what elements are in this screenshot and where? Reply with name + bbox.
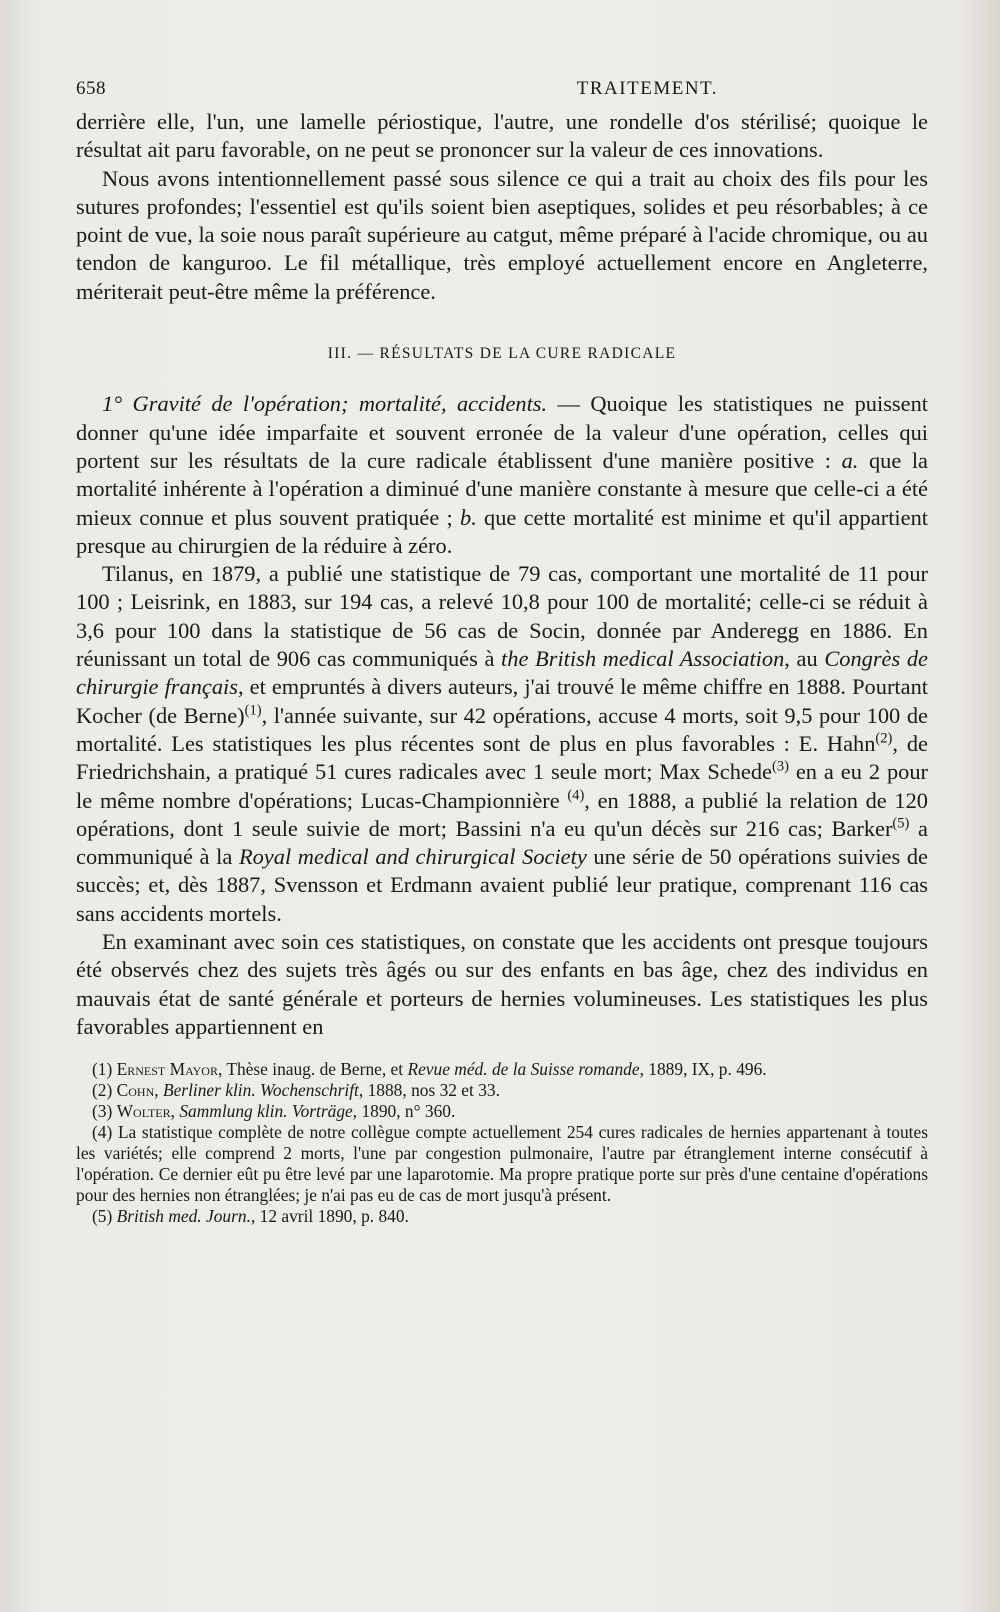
footnote-ref-4: (4) <box>567 787 585 804</box>
footnote-text: La statistique complète de notre collègue compte actuellement 254 cures radicales de hernies appartenant à toutes les variétés; elle comprend 2 morts, l'une par congestion pulmonaire, l'autre par étranglement interne consécutif à l'opération. Ce dernier eût pu être levé par une laparotomie. Ma propre pratique porte sur près d'une centaine d'opérations pour des hernies non étranglées; je n'ai pas eu de cas de mort jusqu'à présent. <box>76 1122 928 1206</box>
p4-text: , au <box>784 646 825 672</box>
section-title: III. — RÉSULTATS DE LA CURE RADICALE <box>327 345 677 363</box>
footnote-text: , 1888, nos 32 et 33. <box>358 1080 500 1101</box>
footnote-1 <box>76 1059 928 1080</box>
footnote-journal: Sammlung klin. Vorträge <box>179 1101 353 1122</box>
footnote-journal: Revue méd. de la Suisse romande <box>407 1059 640 1080</box>
paragraph-5: En examinant avec soin ces statistiques, on constate que les accidents ont presque toujours été observés chez des sujets très âgés ou sur des enfants en bas âge, chez des individus en mauvais état de santé générale et porteurs de hernies volumineuses. Les statistiques les plus favorables appartiennent en <box>76 929 928 1039</box>
page-number: 658 <box>76 78 106 99</box>
footnote-text: , <box>170 1101 180 1122</box>
footnote-mark: (1) <box>92 1059 113 1080</box>
p4-text: une série de 50 opérations suivies de succès; et, dès 1887, Svensson et Erdmann avaient publié leur pratique, comprenant 116 cas sans accidents mortels. <box>76 844 928 926</box>
footnote-ref-1: (1) <box>244 702 262 719</box>
footnote-journal: British med. Journ. <box>116 1206 251 1227</box>
footnote-author: Ernest Mayor <box>116 1059 218 1080</box>
item-marker-a: a. <box>841 447 859 473</box>
p4-text: Tilanus, en 1879, a publié une statistique de 79 cas, comportant une mortalité de 11 pour 100 ; Leisrink, en 1883, sur 194 cas, a relevé 10,8 pour 100 de mortalité; celle-ci se réduit à 3,6 pour 100 dans la statistique de 56 cas de Socin, donnée par Anderegg en 1886. En réunissant un total de 906 cas communiqués à <box>76 561 928 672</box>
p3-text-1: — Quoique les statistiques ne puissent donner qu'une idée imparfaite et souvent erronée de la valeur d'une opération, celles qui portent sur les résultats de la cure radicale établissent d'une manière positive : <box>76 391 928 473</box>
footnote-ref-5: (5) <box>892 815 910 832</box>
footnote-text: , 12 avril 1890, p. 840. <box>250 1206 409 1227</box>
footnote-text: , Thèse inaug. de Berne, et <box>217 1059 408 1080</box>
footnotes <box>76 1059 928 1227</box>
main-text <box>76 108 928 1041</box>
paragraph-3 <box>76 390 928 560</box>
footnote-2 <box>76 1080 928 1101</box>
page-header <box>76 78 928 100</box>
footnote-3 <box>76 1101 928 1122</box>
p4-text: , et empruntés à divers auteurs, j'ai trouvé le même chiffre en 1888. Pourtant Kocher (de Berne) <box>76 674 928 728</box>
p3-text-2: que la mortalité inhérente à l'opération a diminué d'une manière constante à mesure que celle-ci a été mieux connue et plus souvent pratiquée ; <box>76 447 928 530</box>
p4-italic: Royal medical and chirurgical Society <box>238 844 587 870</box>
paragraph-1: derrière elle, l'un, une lamelle périostique, l'autre, une rondelle d'os stérilisé; quoique le résultat ait paru favorable, on ne peut se prononcer sur la valeur de ces innovations. <box>76 109 928 163</box>
p4-text: , l'année suivante, sur 42 opérations, accuse 4 morts, soit 9,5 pour 100 de mortalité. Les statistiques les plus récentes sont de plus en plus favorables : E. Hahn <box>76 702 928 756</box>
paragraph-2: Nous avons intentionnellement passé sous silence ce qui a trait au choix des fils pour les sutures profondes; l'essentiel est qu'ils soient bien aseptiques, solides et peu résorbables; à ce point de vue, la soie nous paraît supérieure au catgut, même préparé à l'acide chromique, ou au tendon de kanguroo. Le fil métallique, très employé actuellement encore en Angleterre, mériterait peut-être même la préférence. <box>76 165 928 304</box>
footnote-4 <box>76 1122 928 1206</box>
footnote-mark: (2) <box>92 1080 113 1101</box>
footnote-author: Cohn <box>116 1080 155 1101</box>
p3-text-3: que cette mortalité est minime et qu'il appartient presque au chirurgien de la réduire à zéro. <box>76 504 928 558</box>
footnote-mark: (4) <box>92 1122 113 1143</box>
item-marker-b: b. <box>460 504 477 530</box>
p4-italic: Congrès de chirurgie français <box>76 646 928 700</box>
footnote-ref-3: (3) <box>771 758 789 775</box>
p4-text: en a eu 2 pour le même nombre d'opérations; Lucas-Championnière <box>76 759 928 813</box>
subsection-heading: 1° Gravité de l'opération; mortalité, accidents. <box>102 391 548 417</box>
footnote-text: , <box>154 1080 163 1101</box>
footnote-text: , 1890, n° 360. <box>352 1101 456 1122</box>
footnote-5 <box>76 1206 928 1227</box>
footnote-ref-2: (2) <box>875 730 893 747</box>
footnote-text: , 1889, IX, p. 496. <box>639 1059 767 1080</box>
paragraph-4 <box>76 560 928 928</box>
p4-text: , en 1888, a publié la relation de 120 opérations, dont 1 seule suivie de mort; Bassini n'a eu qu'un décès sur 216 cas; Barker <box>76 787 928 841</box>
running-title: TRAITEMENT. <box>576 78 718 99</box>
footnote-author: Wolter <box>116 1101 171 1122</box>
footnote-journal: Berliner klin. Wochenschrift <box>162 1080 359 1101</box>
p4-text: , de Friedrichshain, a pratiqué 51 cures radicales avec 1 seule mort; Max Schede <box>76 730 928 785</box>
footnote-mark: (5) <box>92 1206 113 1227</box>
footnote-mark: (3) <box>92 1101 113 1122</box>
p4-italic: the British medical Association <box>501 646 785 672</box>
p4-text: a communiqué à la <box>76 815 928 870</box>
